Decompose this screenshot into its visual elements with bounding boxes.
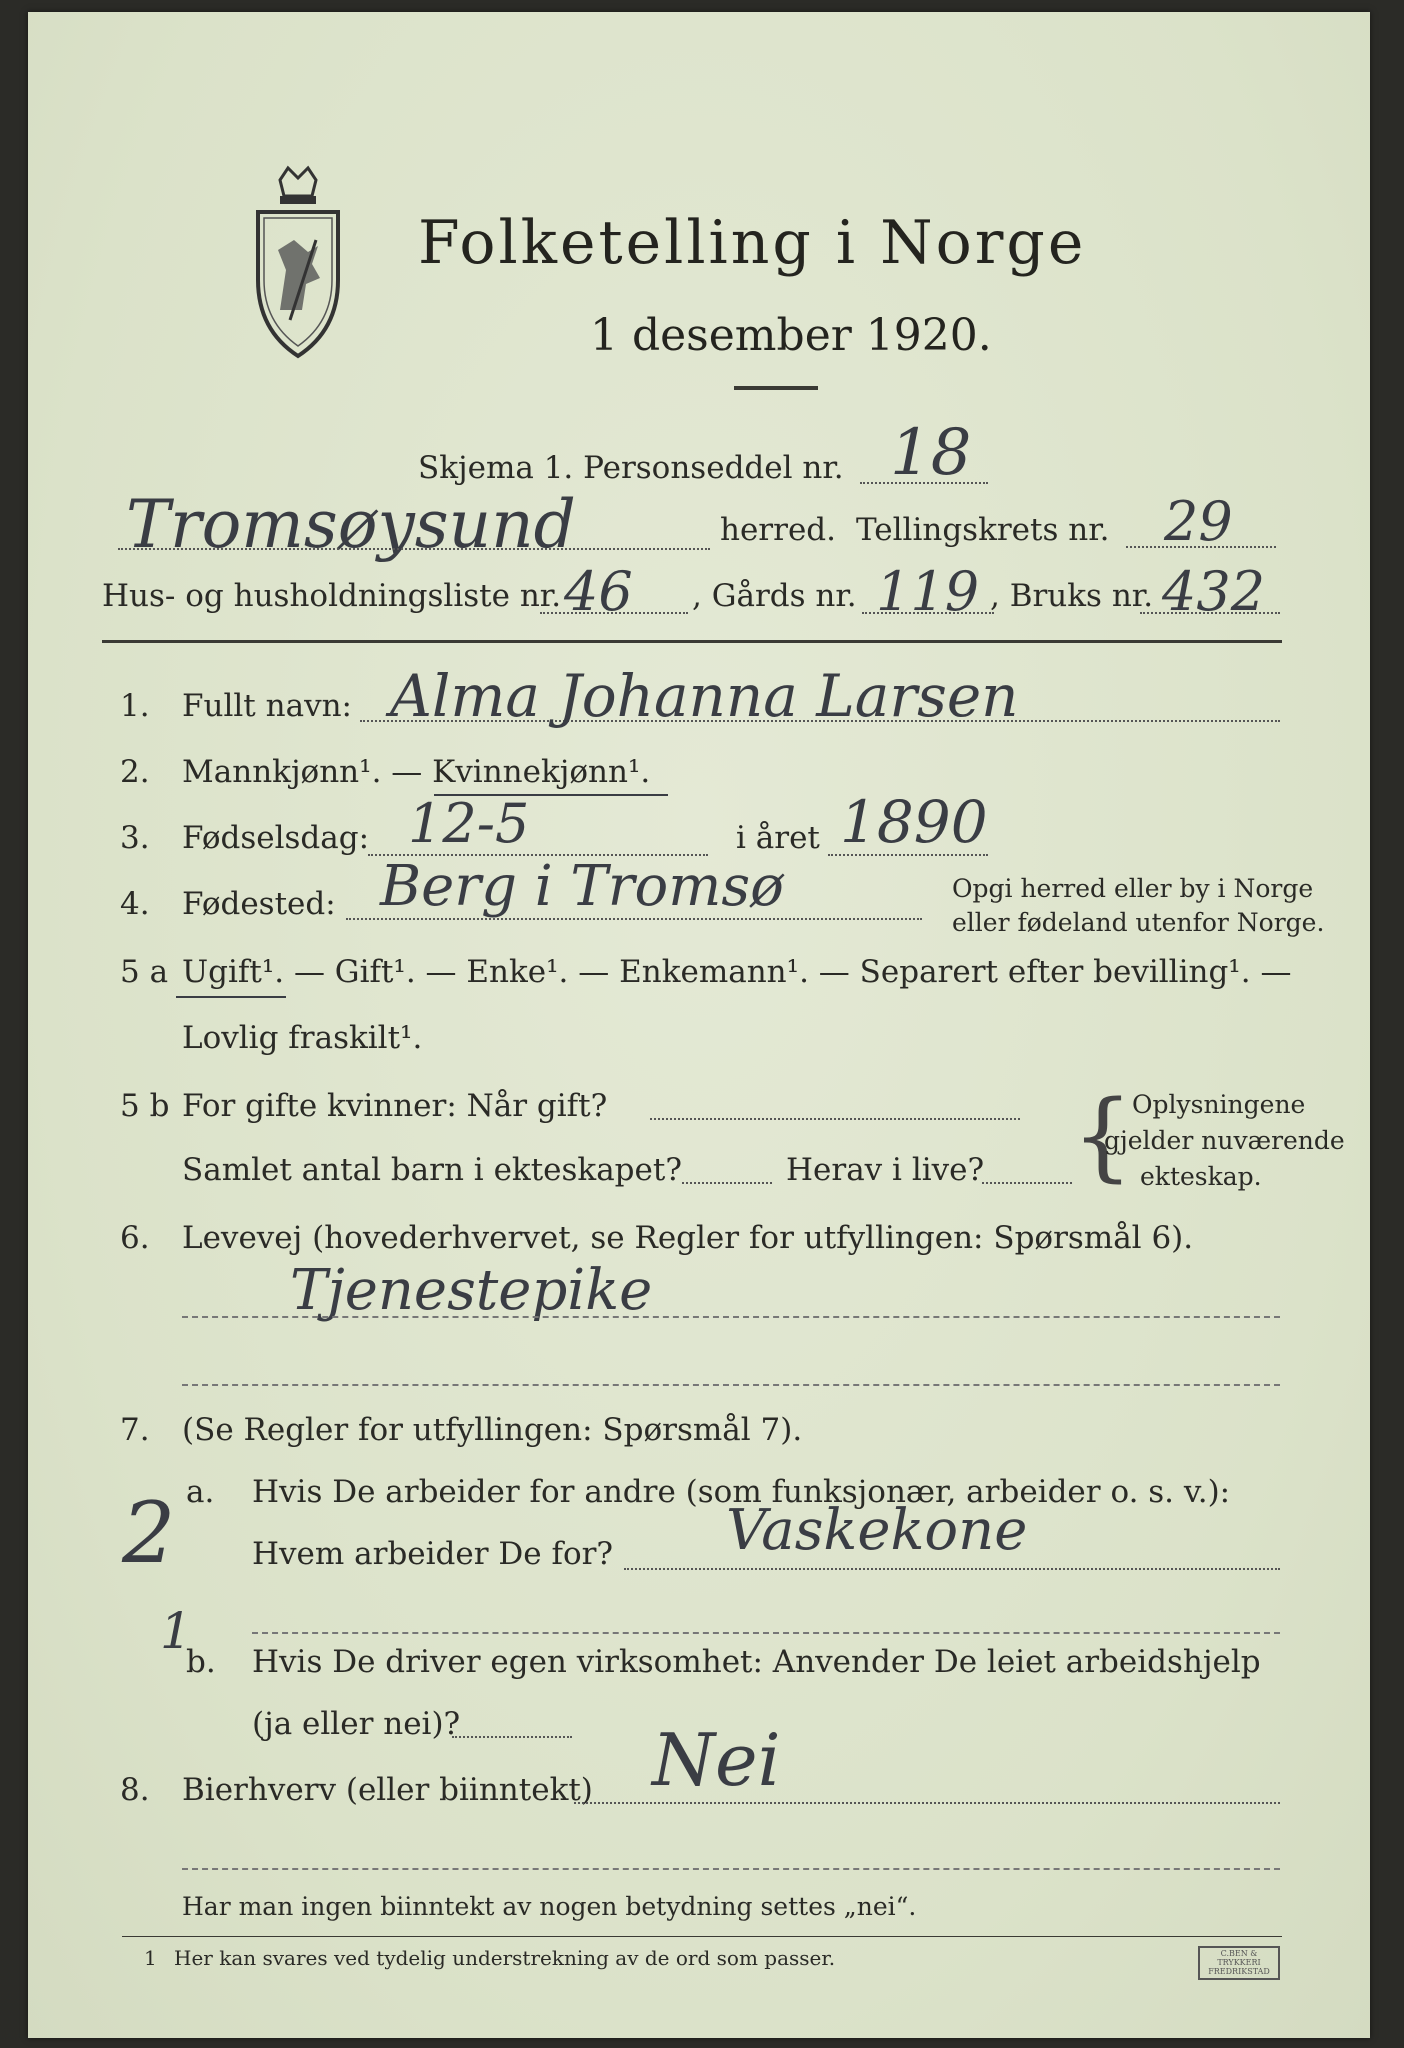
herred-line bbox=[118, 548, 710, 550]
q6-number: 6. bbox=[120, 1220, 150, 1256]
q3-label: Fødselsdag: bbox=[182, 820, 370, 856]
q3-year-label: i året bbox=[736, 820, 820, 856]
personseddel-value: 18 bbox=[890, 416, 972, 490]
q1-label: Fullt navn: bbox=[182, 688, 352, 724]
q5b-number: 5 b bbox=[120, 1088, 170, 1124]
footnote-number: 1 bbox=[144, 1946, 157, 1970]
q5b-note-1: Oplysningene bbox=[1132, 1090, 1306, 1119]
tellingskrets-value: 29 bbox=[1164, 490, 1233, 553]
title-divider bbox=[734, 386, 818, 390]
q7a-number: a. bbox=[186, 1474, 215, 1510]
q8-line bbox=[574, 1802, 1280, 1804]
q7b-number: b. bbox=[186, 1644, 216, 1680]
q4-number: 4. bbox=[120, 886, 150, 922]
footer-divider bbox=[122, 1936, 1282, 1937]
q6-label: Levevej (hovederhvervet, se Regler for utfyllingen: Spørsmål 6). bbox=[182, 1220, 1194, 1256]
form-title: Folketelling i Norge bbox=[418, 208, 1087, 278]
q5b-label: For gifte kvinner: Når gift? bbox=[182, 1088, 608, 1124]
q6-line-1 bbox=[182, 1316, 1280, 1318]
q5a-label-2: Lovlig fraskilt¹. bbox=[182, 1020, 423, 1056]
q1-number: 1. bbox=[120, 688, 150, 724]
printer-stamp: C.BEN & TRYKKERI FREDRIKSTAD bbox=[1198, 1946, 1280, 1980]
q2-label: Mannkjønn¹. — Kvinnekjønn¹. bbox=[182, 754, 651, 790]
hus-value: 46 bbox=[564, 560, 633, 623]
q7b-label: Hvis De driver egen virksomhet: Anvender De leiet arbeidshjelp bbox=[252, 1644, 1261, 1680]
q8-line-2 bbox=[182, 1868, 1280, 1870]
skjema-label: Skjema 1. Personseddel nr. bbox=[418, 450, 844, 486]
q4-note-1: Opgi herred eller by i Norge bbox=[952, 874, 1314, 903]
q5b-brace: { bbox=[1072, 1080, 1134, 1192]
q5a-label: Ugift¹. — Gift¹. — Enke¹. — Enkemann¹. — Separert efter bevilling¹. — bbox=[182, 954, 1292, 990]
gards-label: , Gårds nr. bbox=[692, 578, 857, 614]
q5b-line-2 bbox=[682, 1182, 772, 1184]
q7a-line-2 bbox=[252, 1632, 1280, 1634]
herred-label: herred. bbox=[720, 512, 836, 548]
q2-number: 2. bbox=[120, 754, 150, 790]
q1-value: Alma Johanna Larsen bbox=[390, 662, 1019, 730]
bruks-label: , Bruks nr. bbox=[990, 578, 1154, 614]
bruks-value: 432 bbox=[1162, 560, 1266, 623]
q4-label: Fødested: bbox=[182, 886, 336, 922]
tellingskrets-label: Tellingskrets nr. bbox=[856, 512, 1110, 548]
q7a-label-2: Hvem arbeider De for? bbox=[252, 1536, 614, 1572]
q5b-line-3 bbox=[982, 1182, 1072, 1184]
q7a-line bbox=[624, 1568, 1280, 1570]
q7a-value: Vaskekone bbox=[726, 1498, 1028, 1563]
census-date: 1 desember 1920. bbox=[590, 310, 992, 361]
margin-mark-1: 2 bbox=[122, 1484, 176, 1582]
footer-note: Har man ingen biinntekt av nogen betydning settes „nei“. bbox=[182, 1892, 917, 1921]
q7b-line bbox=[452, 1736, 572, 1738]
herred-value: Tromsøysund bbox=[126, 486, 576, 563]
q5b-label-2: Samlet antal barn i ekteskapet? bbox=[182, 1152, 682, 1188]
q7b-label-2: (ja eller nei)? bbox=[252, 1706, 461, 1742]
header-divider bbox=[102, 640, 1282, 643]
q5b-label-3: Herav i live? bbox=[786, 1152, 985, 1188]
footnote-text: Her kan svares ved tydelig understrekning av de ord som passer. bbox=[174, 1946, 836, 1970]
hus-label: Hus- og husholdningsliste nr. bbox=[102, 578, 562, 614]
q8-number: 8. bbox=[120, 1772, 150, 1808]
q7-label: (Se Regler for utfyllingen: Spørsmål 7). bbox=[182, 1412, 803, 1448]
q8-label: Bierhverv (eller biinntekt) bbox=[182, 1772, 593, 1808]
q4-value: Berg i Tromsø bbox=[380, 854, 784, 919]
q3-number: 3. bbox=[120, 820, 150, 856]
norwegian-coat-of-arms-icon bbox=[250, 160, 346, 360]
q5a-underline bbox=[176, 996, 286, 998]
gards-value: 119 bbox=[876, 560, 980, 623]
q5b-note-3: ekteskap. bbox=[1140, 1162, 1262, 1191]
q5a-number: 5 a bbox=[120, 954, 169, 990]
q3-value: 12-5 bbox=[408, 792, 530, 855]
q7-number: 7. bbox=[120, 1412, 150, 1448]
q4-note-2: eller fødeland utenfor Norge. bbox=[952, 908, 1325, 937]
q6-line-2 bbox=[182, 1384, 1280, 1386]
q7a-label: Hvis De arbeider for andre (som funksjonær, arbeider o. s. v.): bbox=[252, 1474, 1231, 1510]
census-form-sheet bbox=[28, 12, 1370, 2038]
q6-value: Tjenestepike bbox=[290, 1258, 653, 1323]
q8-value: Nei bbox=[652, 1718, 781, 1802]
q5b-note-2: gjelder nuværende bbox=[1104, 1126, 1345, 1155]
q5b-line-1 bbox=[650, 1118, 1020, 1120]
margin-mark-2: 1 bbox=[160, 1602, 192, 1660]
q3-year-value: 1890 bbox=[840, 788, 988, 856]
